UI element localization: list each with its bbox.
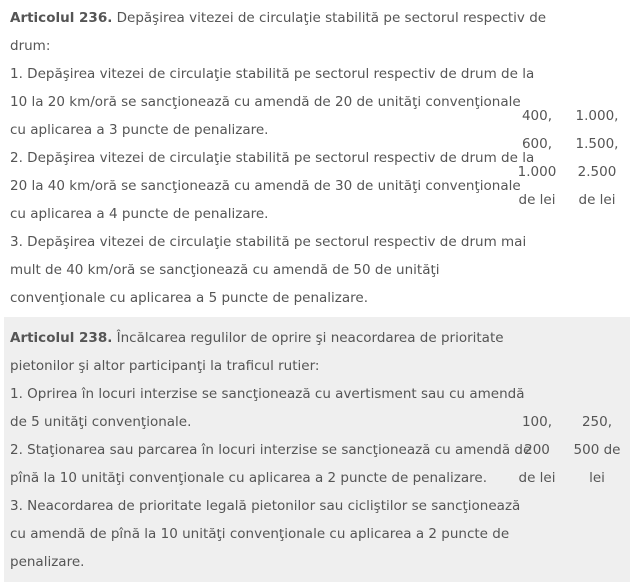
fine-text: de lei xyxy=(518,192,556,208)
text-line: 3. Depăşirea vitezei de circulaţie stabilită pe sectorul respectiv de drum mai xyxy=(10,234,527,250)
fine-text: 400, xyxy=(521,108,553,124)
fine-text: 600, xyxy=(521,136,553,152)
article-heading-line xyxy=(10,4,547,32)
article-number: Articolul 236. xyxy=(10,10,113,26)
old-fine-cell xyxy=(514,408,560,492)
table-row xyxy=(4,0,630,316)
text-line: pînă la 10 unităţi convenţionale cu aplicarea a 2 puncte de penalizare. xyxy=(10,469,488,486)
article-number: Articolul 238. xyxy=(10,329,113,346)
text-line: penalizare. xyxy=(10,553,85,570)
text-line: cu aplicarea a 4 puncte de penalizare. xyxy=(10,206,269,222)
text-line: de 5 unităţi convenţionale. xyxy=(10,413,192,430)
fine-text: lei xyxy=(589,469,605,486)
text-line: 1. Oprirea în locuri interzise se sancţionează cu avertisment sau cu amendă xyxy=(10,385,525,402)
text-line: cu aplicarea a 3 puncte de penalizare. xyxy=(10,122,269,138)
text-line: 1. Depăşirea vitezei de circulaţie stabilită pe sectorul respectiv de drum de la xyxy=(10,66,535,82)
text-line: 20 la 40 km/oră se sancţionează cu amendă de 30 de unităţi convenţionale xyxy=(10,178,521,194)
text-line: convenţionale cu aplicarea a 5 puncte de penalizare. xyxy=(10,290,369,306)
text-line: pietonilor şi altor participanţi la traficul rutier: xyxy=(10,357,320,374)
fine-text: 200 xyxy=(524,441,550,458)
text-line: drum: xyxy=(10,38,51,54)
text-line: 10 la 20 km/oră se sancţionează cu amendă de 20 de unităţi convenţionale xyxy=(10,94,521,110)
fine-text: 2.500 xyxy=(577,164,617,180)
text-line: 2. Staţionarea sau parcarea în locuri interzise se sancţionează cu amendă de xyxy=(10,441,532,458)
text-line: Încălcarea regulilor de oprire şi neacordarea de prioritate xyxy=(112,329,504,346)
old-fine-cell xyxy=(514,102,560,214)
text-line: 3. Neacordarea de prioritate legală pietonilor sau cicliştilor se sancţionează xyxy=(10,497,521,514)
fine-text: 1.000, xyxy=(575,108,619,124)
fine-text: 250, xyxy=(581,413,613,430)
fines-table xyxy=(4,0,630,582)
fine-text: 1.500, xyxy=(575,136,619,152)
text-line: mult de 40 km/oră se sancţionează cu amendă de 50 de unităţi xyxy=(10,262,440,278)
fine-text: de lei xyxy=(518,469,556,486)
text-line: 2. Depăşirea vitezei de circulaţie stabilită pe sectorul respectiv de drum de la xyxy=(10,150,535,166)
text-line: cu amendă de pînă la 10 unităţi convenţionale cu aplicarea a 2 puncte de xyxy=(10,525,510,542)
text-line: Depăşirea vitezei de circulaţie stabilită pe sectorul respectiv de xyxy=(112,10,547,26)
table-row xyxy=(4,317,630,582)
fine-text: de lei xyxy=(578,192,616,208)
article-description xyxy=(4,324,532,576)
new-fine-cell xyxy=(568,408,626,492)
fine-text: 100, xyxy=(521,413,553,430)
fine-text: 500 de xyxy=(573,441,621,458)
fine-text: 1.000 xyxy=(517,164,557,180)
new-fine-cell xyxy=(568,102,626,214)
article-heading-line xyxy=(10,324,514,352)
